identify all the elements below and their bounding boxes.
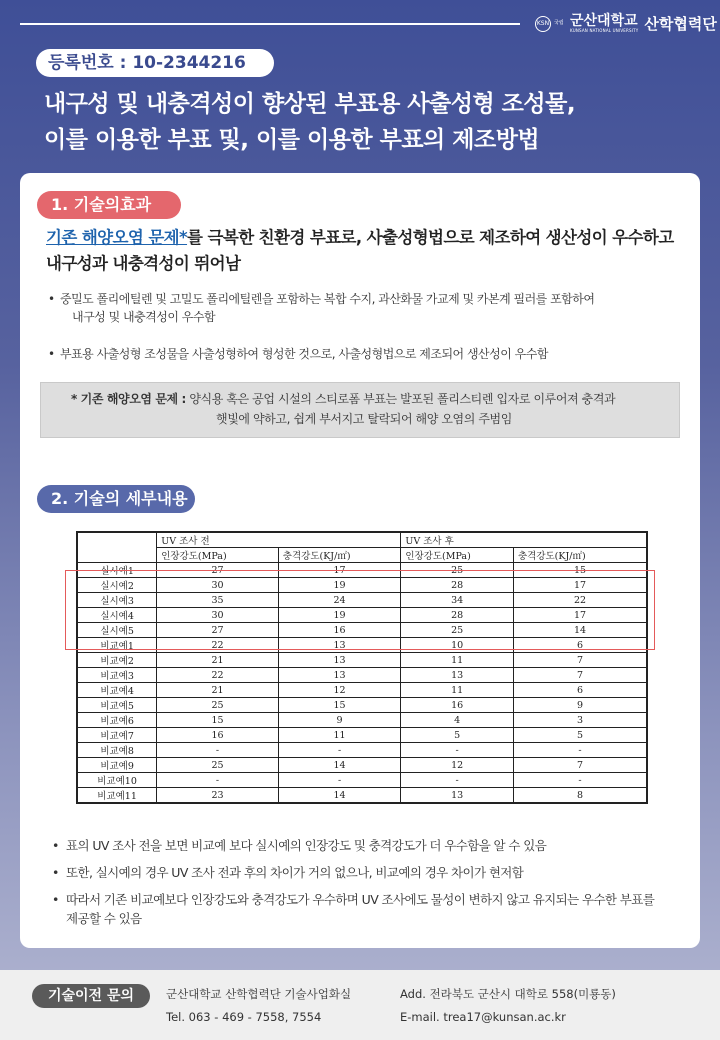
footer-org: 군산대학교 산학협력단 기술사업화실 [166, 987, 352, 1001]
table-row [77, 788, 647, 804]
university-emblem-icon: KSN [535, 16, 551, 32]
table-cell: 17 [513, 578, 647, 593]
table-cell: - [401, 773, 514, 788]
row-label: 비교예10 [77, 773, 157, 788]
table-cell: 19 [278, 578, 401, 593]
section-1-heading: 1. 기술의효과 [37, 191, 181, 219]
note-line-2: 햇빛에 약하고, 쉽게 부서지고 탈락되어 해양 오염의 주범임 [216, 412, 512, 426]
col-impact-after: 충격강도(KJ/㎡) [513, 548, 647, 563]
table-cell: 22 [157, 668, 279, 683]
table-row [77, 653, 647, 668]
table-group-header-row [77, 532, 647, 548]
title-line-2: 이를 이용한 부표 및, 이를 이용한 부표의 제조방법 [44, 127, 540, 153]
row-label: 실시예3 [77, 593, 157, 608]
note-line-1: 양식용 혹은 공업 시설의 스티로폼 부표는 발포된 폴리스티렌 입자로 이루어져 충격과 [189, 392, 616, 406]
table-cell: 16 [157, 728, 279, 743]
row-label: 비교예1 [77, 638, 157, 653]
table-cell: 25 [401, 563, 514, 578]
conclusion-bullet-2: • 또한, 실시예의 경우 UV 조사 전과 후의 차이가 거의 없으나, 비교예의 경우 차이가 현저함 [66, 863, 686, 882]
table-cell: - [157, 743, 279, 758]
table-cell: 12 [278, 683, 401, 698]
col-tensile-after: 인장강도(MPa) [401, 548, 514, 563]
examples-highlight-box [65, 570, 655, 650]
table-row [77, 728, 647, 743]
footer-address: Add. 전라북도 군산시 대학로 558(미룡동) [400, 987, 616, 1001]
table-cell: 3 [513, 713, 647, 728]
content-card [20, 173, 700, 948]
table-cell: 13 [278, 653, 401, 668]
table-cell: 15 [513, 563, 647, 578]
table-cell: - [401, 743, 514, 758]
table-cell: 5 [401, 728, 514, 743]
table-cell: 15 [157, 713, 279, 728]
table-column-header-row [77, 548, 647, 563]
col-impact-before: 충격강도(KJ/㎡) [278, 548, 401, 563]
logo-national-label: 국립 [554, 20, 564, 26]
table-row [77, 773, 647, 788]
effect-bullet-1 [60, 290, 680, 326]
row-label: 비교예2 [77, 653, 157, 668]
pollution-note [40, 382, 680, 438]
row-label: 비교예5 [77, 698, 157, 713]
page-title [44, 86, 575, 158]
row-label: 실시예2 [77, 578, 157, 593]
table-cell: 13 [278, 668, 401, 683]
table-cell: 9 [513, 698, 647, 713]
table-cell: 35 [157, 593, 279, 608]
table-cell: 7 [513, 653, 647, 668]
table-cell: 16 [278, 623, 401, 638]
table-cell: 23 [157, 788, 279, 804]
table-cell: 14 [278, 788, 401, 804]
section-2-heading: 2. 기술의 세부내용 [37, 485, 195, 513]
table-cell: 25 [157, 758, 279, 773]
row-label: 비교예7 [77, 728, 157, 743]
table-cell: 27 [157, 623, 279, 638]
logo-department: 산학협력단 [644, 15, 717, 33]
note-key: * 기존 해양오염 문제 : [71, 392, 186, 406]
table-cell: 11 [401, 653, 514, 668]
table-cell: 4 [401, 713, 514, 728]
table-cell: - [278, 773, 401, 788]
table-cell: 14 [513, 623, 647, 638]
table-cell: 30 [157, 578, 279, 593]
row-label: 비교예9 [77, 758, 157, 773]
table-cell: 25 [401, 623, 514, 638]
group-before-uv: UV 조사 전 [157, 532, 401, 548]
table-cell: 12 [401, 758, 514, 773]
col-tensile-before: 인장강도(MPa) [157, 548, 279, 563]
table-cell: 7 [513, 668, 647, 683]
table-cell: 22 [157, 638, 279, 653]
footer-email[interactable]: E-mail. trea17@kunsan.ac.kr [400, 1010, 566, 1024]
table-cell: 21 [157, 653, 279, 668]
row-label: 비교예4 [77, 683, 157, 698]
table-cell: 15 [278, 698, 401, 713]
table-cell: 16 [401, 698, 514, 713]
table-cell: 13 [401, 788, 514, 804]
title-line-1: 내구성 및 내충격성이 향상된 부표용 사출성형 조성물, [44, 91, 576, 117]
table-cell: 6 [513, 638, 647, 653]
conclusion-bullet-3-line-1: 따라서 기존 비교예보다 인장강도와 충격강도가 우수하며 UV 조사에도 물성이 변하지 않고 유지되는 우수한 부표를 [66, 892, 655, 907]
table-cell: 8 [513, 788, 647, 804]
table-row [77, 683, 647, 698]
table-cell: 24 [278, 593, 401, 608]
table-cell: 14 [278, 758, 401, 773]
row-label: 실시예4 [77, 608, 157, 623]
table-corner-cell [77, 532, 157, 563]
table-cell: 5 [513, 728, 647, 743]
table-row [77, 758, 647, 773]
table-cell: 30 [157, 608, 279, 623]
tech-transfer-inquiry-button[interactable]: 기술이전 문의 [32, 984, 150, 1008]
effect-summary-text: 를 극복한 친환경 부표로, 사출성형법으로 제조하여 생산성이 우수하고 내구성과 내충격성이 뛰어남 [46, 228, 674, 273]
table-cell: 13 [401, 668, 514, 683]
table-cell: 9 [278, 713, 401, 728]
row-label: 비교예8 [77, 743, 157, 758]
logo-university-name: 군산대학교 [570, 13, 638, 29]
row-label: 비교예6 [77, 713, 157, 728]
table-cell: - [513, 743, 647, 758]
table-cell: 19 [278, 608, 401, 623]
table-cell: - [157, 773, 279, 788]
table-cell: - [278, 743, 401, 758]
row-label: 실시예1 [77, 563, 157, 578]
table-cell: 6 [513, 683, 647, 698]
conclusion-bullet-1: • 표의 UV 조사 전을 보면 비교예 보다 실시예의 인장강도 및 충격강도가 더 우수함을 알 수 있음 [66, 836, 686, 855]
table-cell: 7 [513, 758, 647, 773]
table-cell: 17 [513, 608, 647, 623]
table-cell: 34 [401, 593, 514, 608]
table-cell: 11 [278, 728, 401, 743]
table-cell: 10 [401, 638, 514, 653]
row-label: 비교예11 [77, 788, 157, 804]
effect-bullet-1-line-1: 중밀도 폴리에틸렌 및 고밀도 폴리에틸렌을 포함하는 복합 수지, 과산화물 가교제 및 카본계 필러를 포함하여 [60, 292, 595, 306]
table-cell: - [513, 773, 647, 788]
effect-bullet-2: • 부표용 사출성형 조성물을 사출성형하여 형성한 것으로, 사출성형법으로 제조되어 생산성이 우수함 [60, 345, 680, 363]
university-logo [535, 13, 717, 34]
logo-text [570, 14, 638, 33]
effect-bullet-1-line-2: 내구성 및 내충격성이 우수함 [72, 310, 216, 324]
table-cell: 28 [401, 608, 514, 623]
row-label: 실시예5 [77, 623, 157, 638]
table-row [77, 743, 647, 758]
table-cell: 22 [513, 593, 647, 608]
conclusion-bullet-3-line-2: 제공할 수 있음 [66, 911, 142, 926]
table-cell: 17 [278, 563, 401, 578]
group-after-uv: UV 조사 후 [401, 532, 647, 548]
logo-university-en: KUNSAN NATIONAL UNIVERSITY [570, 28, 639, 33]
table-cell: 25 [157, 698, 279, 713]
row-label: 비교예3 [77, 668, 157, 683]
table-cell: 27 [157, 563, 279, 578]
table-row [77, 713, 647, 728]
effect-summary [46, 225, 686, 277]
registration-number: 등록번호 : 10-2344216 [36, 49, 274, 77]
table-cell: 11 [401, 683, 514, 698]
table-row [77, 668, 647, 683]
header-rule [20, 23, 520, 25]
marine-pollution-link[interactable]: 기존 해양오염 문제* [46, 228, 188, 247]
conclusion-bullet-3 [66, 890, 686, 928]
footer-tel: Tel. 063 - 469 - 7558, 7554 [166, 1010, 322, 1024]
footer [0, 970, 720, 1040]
table-cell: 13 [278, 638, 401, 653]
table-row [77, 698, 647, 713]
table-cell: 21 [157, 683, 279, 698]
table-cell: 28 [401, 578, 514, 593]
